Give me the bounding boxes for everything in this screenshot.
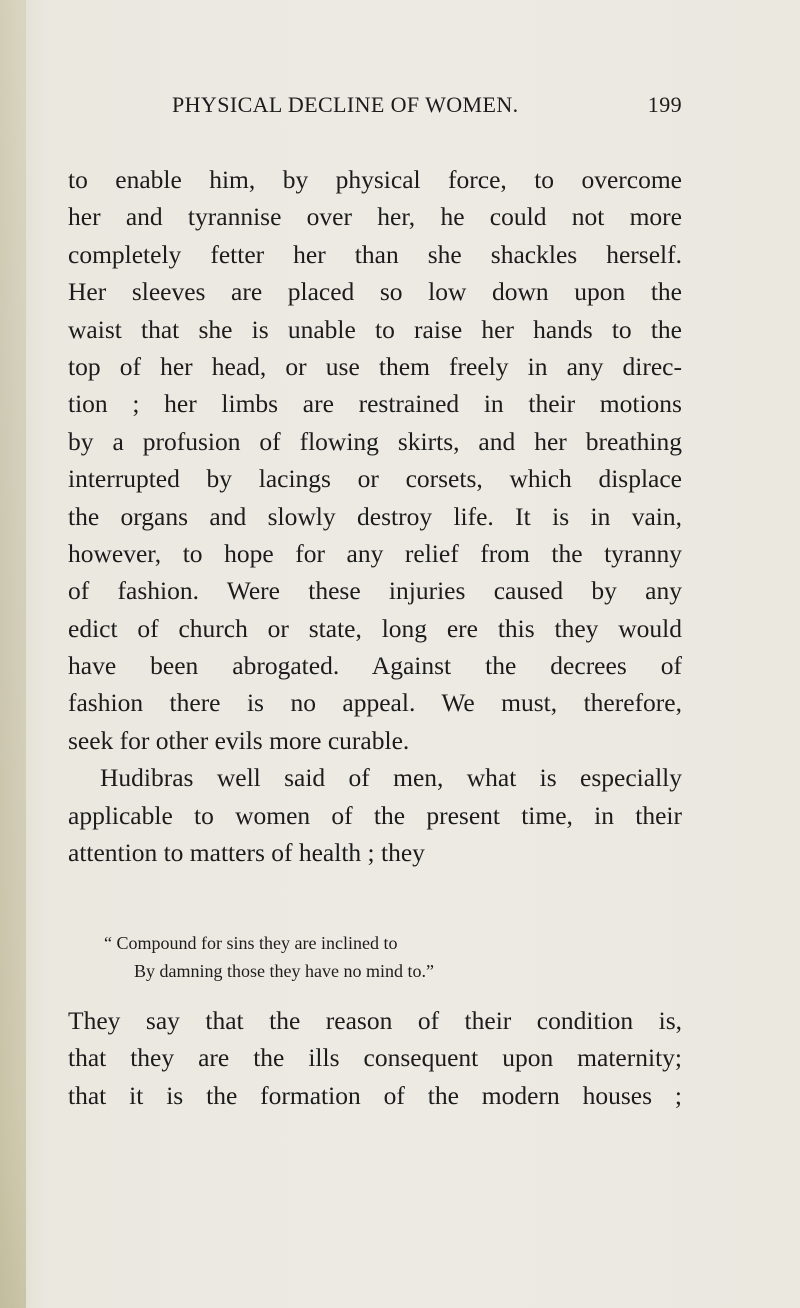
text-line: They say that the reason of their condition is, [68, 1006, 682, 1035]
text-line: Hudibras well said of men, what is especially [100, 763, 682, 793]
text-line: have been abrogated. Against the decrees of [68, 651, 682, 681]
running-head-title: PHYSICAL DECLINE OF WOMEN. [172, 92, 519, 117]
text-line: that it is the formation of the modern houses ; [68, 1080, 682, 1110]
text-line: fashion there is no appeal. We must, therefore, [68, 688, 682, 718]
paragraph [68, 161, 682, 759]
body-text-continued [68, 1002, 682, 1114]
text-line: seek for other evils more curable. [68, 725, 410, 755]
running-head [172, 92, 682, 132]
paragraph [68, 759, 682, 871]
text-line: of fashion. Were these injuries caused by any [68, 576, 682, 606]
quote-line: “ Compound for sins they are inclined to [104, 933, 398, 953]
text-line: top of her head, or use them freely in any direc- [68, 351, 682, 381]
text-line: her and tyrannise over her, he could not more [68, 202, 682, 232]
page-edge-shadow [0, 0, 26, 1308]
text-line: applicable to women of the present time, in their [68, 800, 682, 830]
text-line: however, to hope for any relief from the tyranny [68, 538, 682, 568]
text-line: Her sleeves are placed so low down upon the [68, 277, 682, 307]
text-line: tion ; her limbs are restrained in their motions [68, 389, 682, 419]
page-number: 199 [647, 92, 682, 117]
text-line: interrupted by lacings or corsets, which displace [68, 464, 682, 494]
quote-line: By damning those they have no mind to.” [134, 961, 434, 981]
verse-quotation [104, 929, 434, 985]
text-line: that they are the ills consequent upon maternity; [68, 1043, 682, 1073]
body-text-main [68, 161, 682, 871]
text-line: attention to matters of health ; they [68, 838, 425, 868]
text-line: edict of church or state, long ere this they would [68, 613, 682, 643]
text-line: to enable him, by physical force, to overcome [68, 165, 682, 194]
text-line: waist that she is unable to raise her hands to the [68, 314, 682, 344]
text-line: by a profusion of flowing skirts, and her breathing [68, 426, 682, 456]
text-line: the organs and slowly destroy life. It is in vain, [68, 501, 682, 531]
text-line: completely fetter her than she shackles herself. [68, 239, 682, 269]
